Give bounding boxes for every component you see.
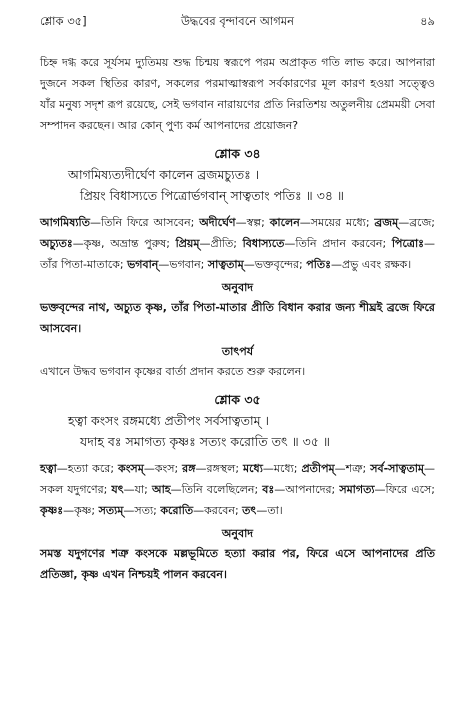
verse-34-line-1: আগমিষ্যত্যদীর্ঘেণ কালেন ব্রজমচ্যুতঃ । [68,167,260,182]
verse34-syn-word: ব্রজম্ [374,216,399,229]
verse34-syn-meaning: —প্রীতি; [199,237,243,250]
verse35-syn-word: হত্বা [40,462,57,475]
verse34-syn-meaning: —তাঁর পিতা-মাতাকে; [40,237,435,271]
verse35-syn-meaning: —সকল যদুগণের; [40,462,435,496]
verse34-syn-word: অদীর্ঘেণ [199,216,236,229]
verse34-syn-word: সাত্বতাম্ [207,258,244,271]
verse34-syn-meaning: —স্বল্প; [235,216,270,229]
verse34-syn-meaning: —ব্রজে; [398,216,435,229]
verse34-syn-meaning: —ভগবান; [158,258,208,271]
verse34-syn-word: অচ্যুতঃ [40,237,73,250]
verse34-syn-meaning: —প্রভু এবং রক্ষক। [330,258,412,271]
verse-35-translation: সমস্ত যদুগণের শত্রু কংসকে মল্লভূমিতে হত্যা করার পর, ফিরে এসে আপনাদের প্রতি প্রতিজ্ঞা, কৃষ্ণ এখন নিশ্চয়ই পালন করবেন। [40,547,435,581]
verse34-syn-meaning: —সময়ের মধ্যে; [299,216,375,229]
verse34-syn-word: প্রিয়ম্ [175,237,200,250]
verse34-syn-meaning: —ভক্তবৃন্দের; [243,258,307,271]
verse34-syn-meaning: —কৃষ্ণ, অভ্রান্ত পুরুষ; [72,237,176,250]
verse35-syn-meaning: —করবেন; [193,504,243,517]
verse-35-translation-heading: অনুবাদ [221,527,254,540]
verse-34-heading: শ্লোক ৩৪ [214,146,261,161]
verse-34-translation-heading: অনুবাদ [221,281,254,294]
verse35-syn-meaning: —যা; [123,483,152,496]
verse35-syn-meaning: —কৃষ্ণ; [63,504,99,517]
page-number: ৪৯ [420,14,435,28]
verse35-syn-meaning: —হত্যা করে; [56,462,118,475]
verse35-syn-word: করোতি [160,504,194,517]
verse35-syn-word: সত্যম্ [98,504,124,517]
verse34-syn-word: পতিঃ [306,258,331,271]
verse-35-line-2: যদাহ বঃ সমাগত্য কৃষ্ণঃ সত্যং করোতি তৎ ॥ ৩৫ ॥ [80,434,330,449]
verse35-syn-word: বঃ [262,483,275,496]
verse35-syn-meaning: —আপনাদের; [274,483,340,496]
running-header [40,13,435,31]
header-chapter-title: উদ্ধবের বৃন্দাবনে আগমন [180,14,295,28]
verse34-syn-word: আগমিষ্যতি [40,216,90,229]
verse35-syn-meaning: —কংস; [143,462,183,475]
verse34-syn-word: পিত্রোঃ [391,237,424,250]
verse34-syn-word: বিধাস্যতে [242,237,285,250]
page-body [40,52,435,585]
verse35-syn-meaning: —রঙ্গস্থল; [195,462,244,475]
verse35-syn-meaning: —মধ্যে; [262,462,302,475]
verse-34-purport-heading: তাৎপর্য [221,345,254,358]
verse-34-purport: এখানে উদ্ধব ভগবান কৃষ্ণের বার্তা প্রদান করতে শুরু করলেন। [40,365,306,378]
verse35-syn-meaning: —তিনি বলেছিলেন; [170,483,263,496]
header-verse-ref: শ্লোক ৩৫] [40,14,87,28]
verse35-syn-meaning: —তা। [256,504,283,517]
verse34-syn-meaning: —তিনি প্রদান করবেন; [284,237,392,250]
verse35-syn-word: তৎ [242,504,257,517]
verse-34-line-2: প্রিয়ং বিধাস্যতে পিত্রোর্ভগবান্ সাত্বতাং পতিঃ ॥ ৩৪ ॥ [80,188,344,203]
verse35-syn-word: কৃষ্ণঃ [40,504,64,517]
verse34-syn-word: কালেন [269,216,300,229]
verse35-syn-meaning: —সত্য; [123,504,161,517]
verse35-syn-word: প্রতীপম্ [301,462,335,475]
intro-paragraph: চিহ্ন দগ্ধ করে সূর্যসম দ্যুতিময় শুদ্ধ চিন্ময় স্বরূপে পরম অপ্রাকৃত গতি লাভ করে। আপনারা দুজনে সকল স্থিতির কারণ, সকলের পরমাত্মাস্বরূপ সর্বকারণের মূল কারণ হওয়া সত্ত্বেও যাঁর মনুষ্য সদৃশ রূপ রয়েছে, সেই ভগবান নারায়ণের প্রতি নিরতিশয় অতুলনীয় প্রেমময়ী সেবা সম্পাদন করছেন। আর কোন্ পুণ্য কর্ম আপনাদের প্রয়োজন? [40,56,435,132]
verse35-syn-word: আহ [151,483,171,496]
verse35-syn-word: যৎ [111,483,124,496]
verse35-syn-word: রঙ্গ [182,462,196,475]
verse35-syn-word: সমাগত্য [339,483,375,496]
verse35-syn-meaning: —শত্রু; [334,462,371,475]
verse35-syn-word: কংসম্ [118,462,144,475]
verse-34-synonyms [40,212,435,275]
verse-35-synonyms [40,458,435,521]
verse-35-heading: শ্লোক ৩৫ [214,392,261,407]
verse35-syn-meaning: —ফিরে এসে; [374,483,436,496]
verse35-syn-word: মধ্যে [243,462,263,475]
verse34-syn-word: ভগবান্ [127,258,159,271]
verse-34-translation: ভক্তবৃন্দের নাথ, অচ্যুত কৃষ্ণ, তাঁর পিতা-মাতার প্রীতি বিধান করার জন্য শীঘ্রই ব্রজে ফিরে আসবেন। [40,301,435,335]
verse-35-line-1: হত্বা কংসং রঙ্গমধ্যে প্রতীপং সর্বসাত্বতাম্ । [68,413,270,428]
verse35-syn-word: সর্ব-সাত্বতাম্ [370,462,424,475]
verse34-syn-meaning: —তিনি ফিরে আসবেন; [89,216,200,229]
